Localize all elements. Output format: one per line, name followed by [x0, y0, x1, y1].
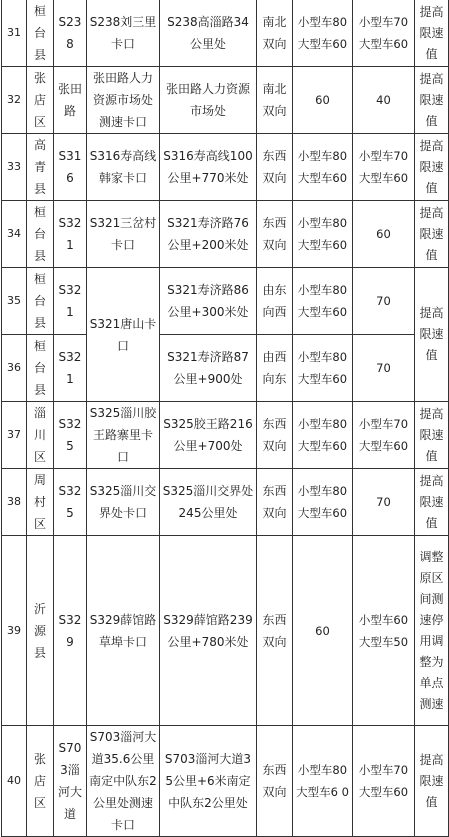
checkpoint-name-cell: S325淄川胶王路寨里卡口 — [87, 402, 160, 469]
location-cell: S321寿济路76公里+200米处 — [160, 201, 257, 268]
note-cell: 提高限速值 — [415, 67, 449, 134]
county-cell: 高青县 — [27, 134, 54, 201]
county-cell: 桓台县 — [27, 0, 54, 67]
location-cell: S703淄河大道35公里+6米南定中队东2公里处 — [160, 726, 257, 837]
note-cell: 提高限速值 — [415, 0, 449, 67]
row-number: 34 — [2, 201, 27, 268]
road-cell: S321 — [54, 268, 87, 335]
note-cell: 提高限速值 — [415, 402, 449, 469]
row-number: 40 — [2, 726, 27, 837]
road-cell: S316 — [54, 134, 87, 201]
county-cell: 张店区 — [27, 67, 54, 134]
checkpoint-name-cell: S329薛馆路草埠卡口 — [87, 536, 160, 726]
speed-limit-cell: 小型车70 大型车60 — [353, 0, 415, 67]
direction-cell: 东西双向 — [257, 536, 293, 726]
direction-cell: 东西双向 — [257, 402, 293, 469]
speed-camera-table — [1, 0, 449, 837]
checkpoint-name-cell: S321唐山卡口 — [87, 268, 160, 402]
direction-cell: 南北双向 — [257, 67, 293, 134]
location-cell: S321寿济路86公里+300米处 — [160, 268, 257, 335]
checkpoint-name-cell: S325淄川交界处卡口 — [87, 469, 160, 536]
note-cell: 提高限速值 — [415, 268, 449, 402]
speed-limit-cell: 小型车80 大型车60 — [293, 134, 353, 201]
table-row — [2, 201, 449, 268]
county-cell: 桓台县 — [27, 268, 54, 335]
direction-cell: 由东向西 — [257, 268, 293, 335]
road-cell: S238 — [54, 0, 87, 67]
direction-cell: 东西双向 — [257, 201, 293, 268]
road-cell: S329 — [54, 536, 87, 726]
row-number: 31 — [2, 0, 27, 67]
direction-cell: 东西双向 — [257, 469, 293, 536]
location-cell: 张田路人力资源市场处 — [160, 67, 257, 134]
speed-limit-cell: 小型车60 大型车50 — [353, 536, 415, 726]
speed-limit-cell: 60 — [353, 201, 415, 268]
table-row — [2, 0, 449, 67]
county-cell: 桓台县 — [27, 335, 54, 402]
note-cell: 提高限速值 — [415, 134, 449, 201]
table-row — [2, 335, 449, 402]
speed-limit-cell: 小型车80 大型车60 — [293, 201, 353, 268]
location-cell: S325胶王路216公里+700处 — [160, 402, 257, 469]
row-number: 38 — [2, 469, 27, 536]
speed-limit-cell: 小型车70 大型车60 — [353, 402, 415, 469]
direction-cell: 由西向东 — [257, 335, 293, 402]
road-cell: 张田路 — [54, 67, 87, 134]
speed-limit-cell: 小型车80 大型车60 — [293, 335, 353, 402]
checkpoint-name-cell: S703淄河大道35.6公里南定中队东2公里处测速卡口 — [87, 726, 160, 837]
checkpoint-name-cell: S321三岔村卡口 — [87, 201, 160, 268]
row-number: 36 — [2, 335, 27, 402]
note-cell: 提高限速值 — [415, 726, 449, 837]
location-cell: S238高淄路34公里处 — [160, 0, 257, 67]
road-cell: S321 — [54, 201, 87, 268]
speed-limit-cell: 小型车70 大型车60 — [353, 134, 415, 201]
checkpoint-name-cell: S316寿高线韩家卡口 — [87, 134, 160, 201]
row-number: 33 — [2, 134, 27, 201]
table-row — [2, 536, 449, 726]
county-cell: 桓台县 — [27, 201, 54, 268]
location-cell: S329薛馆路239公里+780米处 — [160, 536, 257, 726]
note-cell: 提高限速值 — [415, 469, 449, 536]
county-cell: 周村区 — [27, 469, 54, 536]
speed-limit-cell: 小型车80 大型车60 — [293, 268, 353, 335]
direction-cell: 南北双向 — [257, 0, 293, 67]
road-cell: S325 — [54, 402, 87, 469]
location-cell: S325淄川交界处245公里处 — [160, 469, 257, 536]
table-row — [2, 268, 449, 335]
speed-limit-cell: 小型车80 大型车60 — [293, 0, 353, 67]
direction-cell: 东西双向 — [257, 134, 293, 201]
checkpoint-name-cell: S238刘三里卡口 — [87, 0, 160, 67]
speed-limit-cell: 小型车80 大型车60 — [293, 469, 353, 536]
location-cell: S316寿高线100公里+770米处 — [160, 134, 257, 201]
note-cell: 调整原区间测速停用调整为单点测速 — [415, 536, 449, 726]
county-cell: 淄川区 — [27, 402, 54, 469]
speed-limit-cell: 70 — [353, 469, 415, 536]
county-cell: 张店区 — [27, 726, 54, 837]
speed-limit-cell: 60 — [293, 536, 353, 726]
direction-cell: 东西双向 — [257, 726, 293, 837]
speed-limit-cell: 60 — [293, 67, 353, 134]
row-number: 35 — [2, 268, 27, 335]
speed-limit-cell: 70 — [353, 335, 415, 402]
county-cell: 沂源县 — [27, 536, 54, 726]
checkpoint-name-cell: 张田路人力资源市场处测速卡口 — [87, 67, 160, 134]
speed-limit-cell: 小型车70 大型车60 — [353, 726, 415, 837]
speed-limit-cell: 小型车80 大型车60 — [293, 402, 353, 469]
road-cell: S325 — [54, 469, 87, 536]
speed-limit-cell: 70 — [353, 268, 415, 335]
table-row — [2, 67, 449, 134]
note-cell: 提高限速值 — [415, 201, 449, 268]
location-cell: S321寿济路87公里+900处 — [160, 335, 257, 402]
row-number: 32 — [2, 67, 27, 134]
row-number: 37 — [2, 402, 27, 469]
road-cell: S321 — [54, 335, 87, 402]
table-row — [2, 469, 449, 536]
speed-limit-cell: 40 — [353, 67, 415, 134]
table-row — [2, 402, 449, 469]
speed-limit-cell: 小型车80 大型车6 0 — [293, 726, 353, 837]
row-number: 39 — [2, 536, 27, 726]
road-cell: S703淄河大道 — [54, 726, 87, 837]
table-row — [2, 134, 449, 201]
